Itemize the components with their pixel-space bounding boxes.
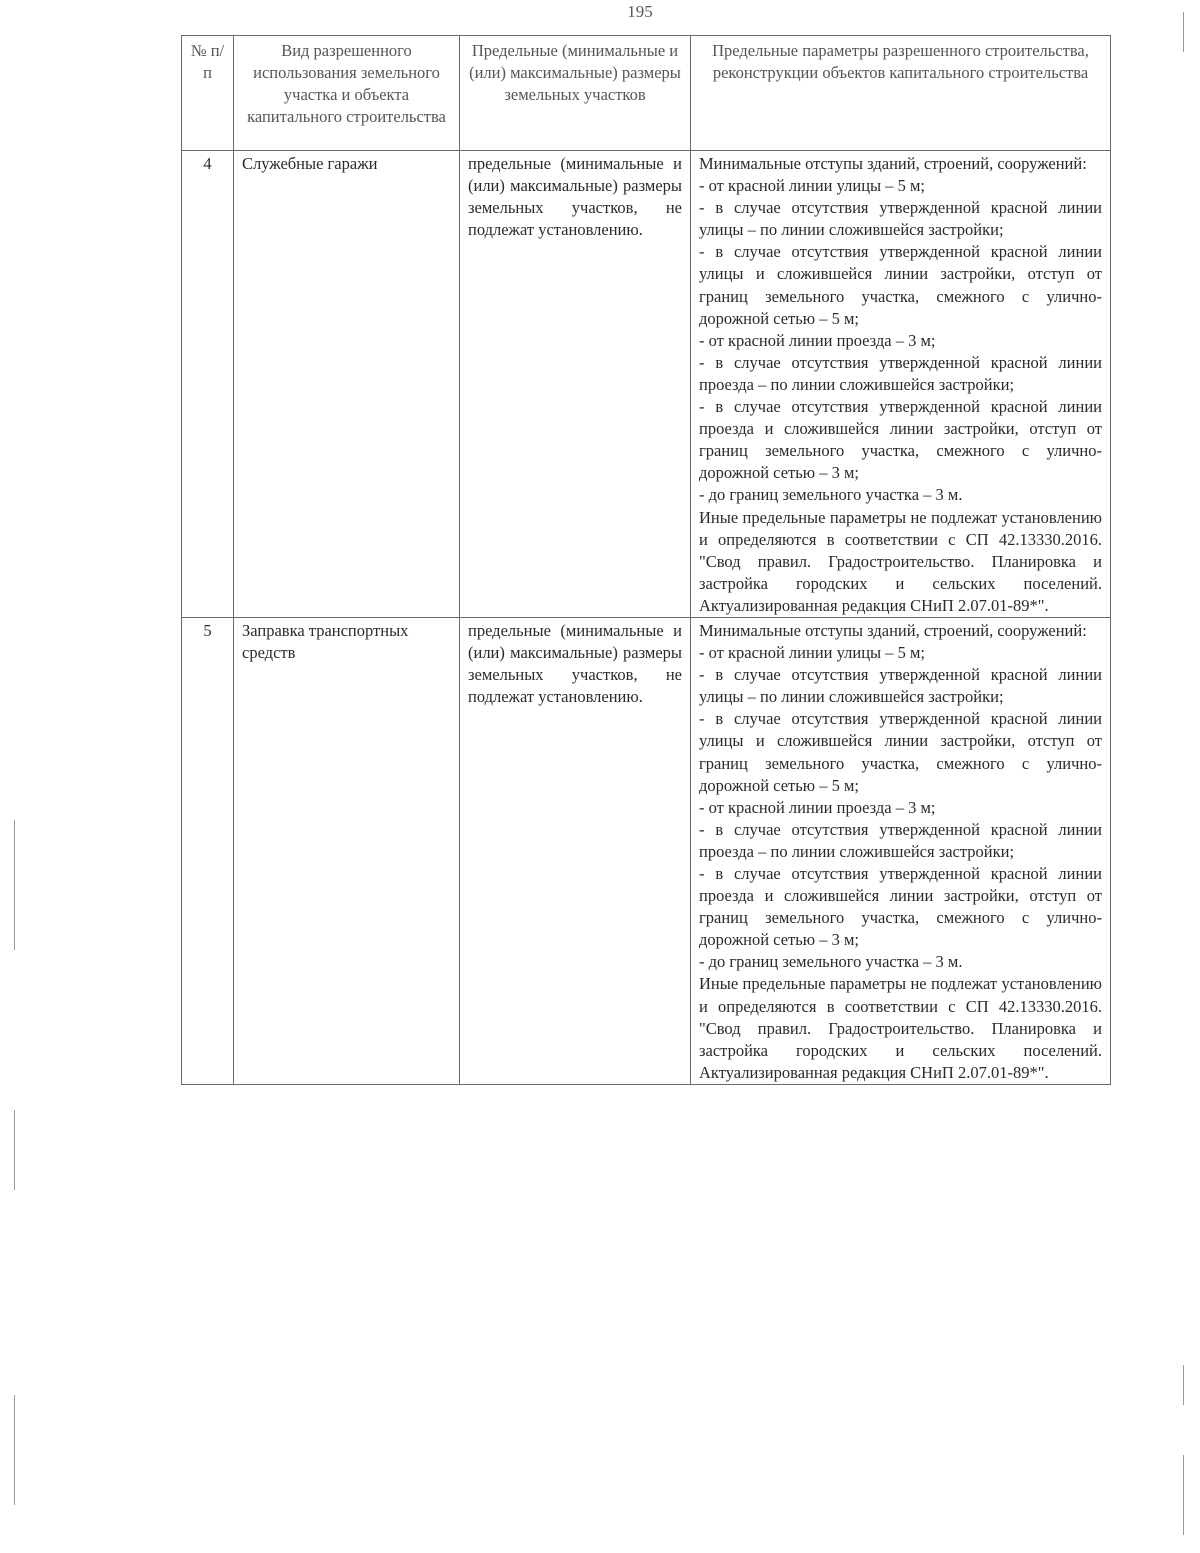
scan-edge-mark [14,820,15,950]
row-plot-size: предельные (минимальные и (или) максимальные) размеры земельных участков, не подлежат установлению. [460,151,691,618]
param-line: - в случае отсутствия утвержденной красной линии проезда и сложившейся линии застройки, отступ от границ земельного участка, смежного с улично-дорожной сетью – 3 м; [699,397,1102,483]
row-number: 4 [182,151,234,618]
row-use-type: Заправка транспортных средств [234,617,460,1084]
param-line: - в случае отсутствия утвержденной красной линии улицы – по линии сложившейся застройки; [699,665,1102,707]
param-line: - до границ земельного участка – 3 м. [699,952,963,972]
param-line: - в случае отсутствия утвержденной красной линии улицы и сложившейся линии застройки, отступ от границ земельного участка, смежного с улично-дорожной сетью – 5 м; [699,709,1102,795]
row-plot-size: предельные (минимальные и (или) максимальные) размеры земельных участков, не подлежат установлению. [460,617,691,1084]
scan-edge-mark [1183,1455,1184,1535]
header-use-type: Вид разрешенного использования земельного участка и объекта капитального строительства [234,36,460,151]
param-line: Иные предельные параметры не подлежат установлению и определяются в соответствии с СП 42.13330.2016. "Свод правил. Градостроительство. Планировка и застройка городских и сельских поселений. Актуализированная редакция СНиП 2.07.01-89*". [699,974,1102,1082]
param-line: - в случае отсутствия утвержденной красной линии улицы и сложившейся линии застройки, отступ от границ земельного участка, смежного с улично-дорожной сетью – 5 м; [699,242,1102,328]
row-use-type: Служебные гаражи [234,151,460,618]
row-number: 5 [182,617,234,1084]
table-row [182,617,1111,1084]
scan-edge-mark [14,1110,15,1190]
header-params: Предельные параметры разрешенного строительства, реконструкции объектов капитального строительства [691,36,1111,151]
param-line: - от красной линии улицы – 5 м; [699,176,926,196]
param-line: - в случае отсутствия утвержденной красной линии проезда и сложившейся линии застройки, отступ от границ земельного участка, смежного с улично-дорожной сетью – 3 м; [699,864,1102,950]
param-line: - в случае отсутствия утвержденной красной линии проезда – по линии сложившейся застройки; [699,352,1102,394]
table-row [182,151,1111,618]
scan-edge-mark [1183,1365,1184,1405]
page-number: 195 [627,2,653,21]
param-line: Минимальные отступы зданий, строений, сооружений: [699,620,1087,640]
header-number: № п/п [182,36,234,151]
scan-edge-mark [14,1395,15,1505]
row-params [691,617,1111,1084]
param-line: - от красной линии улицы – 5 м; [699,643,926,663]
param-line: - в случае отсутствия утвержденной красной линии проезда – по линии сложившейся застройки; [699,819,1102,861]
regulations-table [181,35,1111,1085]
param-line: Минимальные отступы зданий, строений, сооружений: [699,154,1087,173]
row-params [691,151,1111,618]
scan-edge-mark [1183,12,1184,52]
table-header-row [182,36,1111,151]
header-plot-size: Предельные (минимальные и (или) максимальные) размеры земельных участков [460,36,691,151]
param-line: - до границ земельного участка – 3 м. [699,485,963,505]
param-line: - от красной линии проезда – 3 м; [699,330,936,350]
param-line: - от красной линии проезда – 3 м; [699,797,936,817]
param-line: - в случае отсутствия утвержденной красной линии улицы – по линии сложившейся застройки; [699,198,1102,240]
param-line: Иные предельные параметры не подлежат установлению и определяются в соответствии с СП 42.13330.2016. "Свод правил. Градостроительство. Планировка и застройка городских и сельских поселений. Актуализированная редакция СНиП 2.07.01-89*". [699,507,1102,615]
